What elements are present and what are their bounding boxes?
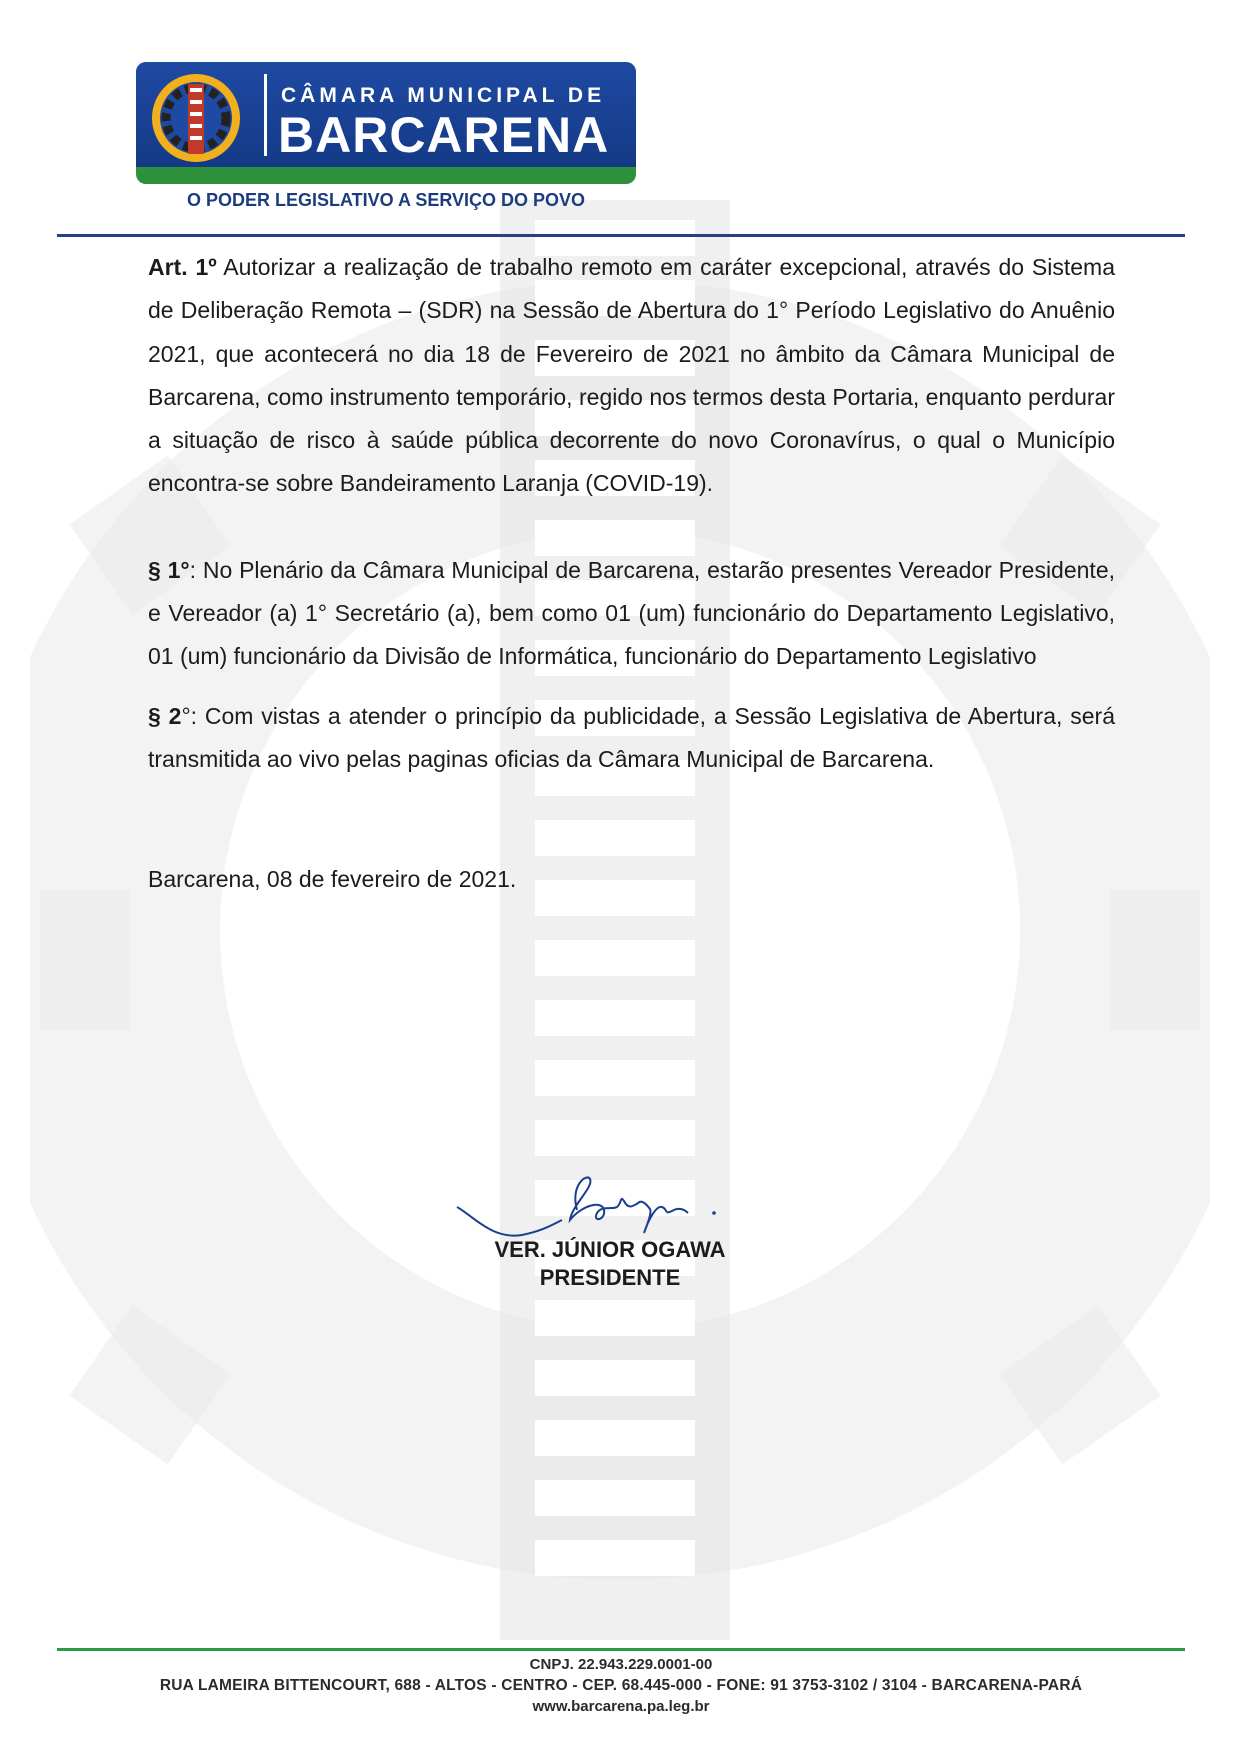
footer-rule (57, 1648, 1185, 1651)
footer (57, 1654, 1185, 1717)
signature-block (340, 1236, 880, 1292)
date-line: Barcarena, 08 de fevereiro de 2021. (148, 866, 517, 893)
logo-title-line2: BARCARENA (278, 107, 610, 163)
article-1-text: Autorizar a realização de trabalho remoto em caráter excepcional, através do Sistema de Deliberação Remota – (SDR) na Sessão de Abertura do 1° Período Legislativo do Anuênio 2021, que acontecerá no dia 18 de Fevereiro de 2021 no âmbito da Câmara Municipal de Barcarena, como instrumento temporário, regido nos termos desta Portaria, enquanto perdurar a situação de risco à saúde pública decorrente do novo Coronavírus, o qual o Município encontra-se sobre Bandeiramento Laranja (COVID-19). (148, 254, 1115, 497)
handwritten-signature (452, 1165, 722, 1245)
article-1 (148, 246, 1115, 506)
logo-divider (264, 74, 267, 156)
logo-title-line1: CÂMARA MUNICIPAL DE (281, 84, 606, 107)
signatory-role: PRESIDENTE (539, 1265, 681, 1290)
paragraph-2-label: § 2 (148, 702, 182, 729)
header-logo (136, 62, 636, 184)
header-slogan: O PODER LEGISLATIVO A SERVIÇO DO POVO (186, 190, 586, 210)
camara-emblem-icon (146, 70, 246, 170)
article-1-label: Art. 1º (148, 254, 217, 280)
document-body (148, 246, 1115, 902)
footer-address: RUA LAMEIRA BITTENCOURT, 688 - ALTOS - CENTRO - CEP. 68.445-000 - FONE: 91 3753-3102 / 3104 - BARCARENA-PARÁ (159, 1677, 1083, 1694)
footer-website: www.barcarena.pa.leg.br (532, 1698, 710, 1715)
header-rule (57, 234, 1185, 237)
paragraph-2 (148, 695, 1115, 782)
paragraph-1 (148, 549, 1115, 679)
paragraph-1-label: § 1° (148, 556, 190, 583)
signatory-name: VER. JÚNIOR OGAWA (494, 1237, 726, 1262)
footer-cnpj: CNPJ. 22.943.229.0001-00 (529, 1656, 713, 1673)
paragraph-1-text: : No Plenário da Câmara Municipal de Barcarena, estarão presentes Vereador Presidente, e Vereador (a) 1° Secretário (a), bem como 01 (um) funcionário do Departamento Legislativo, 01 (um) funcionário da Divisão de Informática, funcionário do Departamento Legislativo (148, 556, 1115, 670)
paragraph-2-text: °: Com vistas a atender o princípio da publicidade, a Sessão Legislativa de Abertura, será transmitida ao vivo pelas paginas oficias da Câmara Municipal de Barcarena. (148, 702, 1115, 772)
